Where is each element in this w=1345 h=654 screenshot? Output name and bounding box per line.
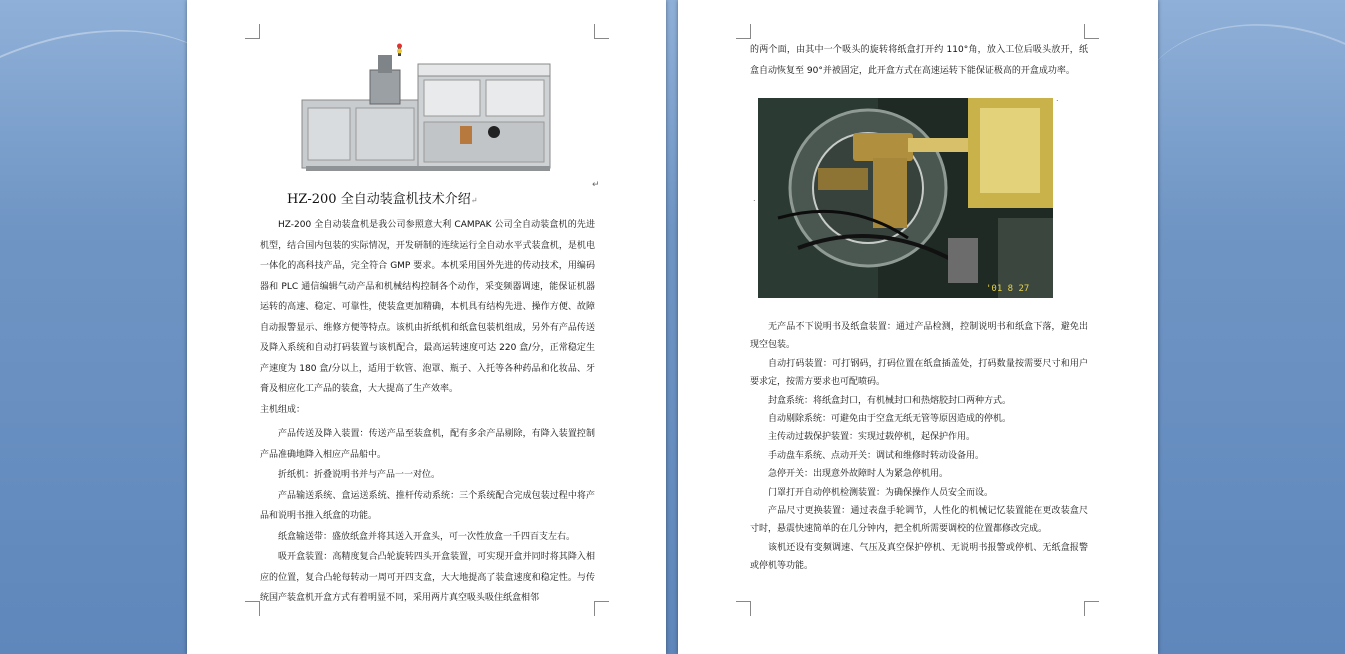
body-paragraph: 封盒系统：将纸盒封口，有机械封口和热熔胶封口两种方式。 bbox=[768, 395, 1012, 406]
body-paragraph: 该机还设有变频调速、气压及真空保护停机、无说明书报警或停机、无纸盒报警或停机等功能。 bbox=[750, 542, 1088, 572]
photo-date-stamp: '01 8 27 bbox=[986, 284, 1030, 294]
body-paragraph: 门罩打开自动停机检测装置：为确保操作人员安全而设。 bbox=[768, 487, 994, 498]
crop-mark bbox=[594, 24, 609, 39]
crop-mark bbox=[245, 24, 260, 39]
page2-body bbox=[750, 318, 1088, 576]
crop-mark bbox=[1084, 601, 1099, 616]
document-title bbox=[287, 188, 477, 207]
crop-mark bbox=[1084, 24, 1099, 39]
page2-top-text bbox=[750, 40, 1088, 81]
body-paragraph: 产品尺寸更换装置：通过表盘手轮调节，人性化的机械记忆装置能在更改装盒尺寸时，悬震快速简单的在几分钟内，把全机所需要调校的位置都修改完成。 bbox=[750, 506, 1088, 535]
body-paragraph: 无产品不下说明书及纸盒装置：通过产品检测，控制说明书和纸盒下落，避免出现空包装。 bbox=[750, 322, 1088, 351]
body-paragraph: 产品传送及降入装置：传送产品至装盒机，配有多余产品剔除，有降入装置控制产品准确地降入相应产品船中。 bbox=[260, 429, 595, 460]
image-anchor-mark: . bbox=[753, 194, 756, 203]
continued-paragraph: 的两个面，由其中一个吸头的旋转将纸盒打开约 110°角，放入工位后吸头放开，纸盒自动恢复至 90°并被固定，此开盒方式在高速运转下能保证极高的开盒成功率。 bbox=[750, 45, 1088, 76]
box-opening-mechanism-photo bbox=[758, 98, 1053, 298]
cartoning-machine-image bbox=[300, 40, 560, 175]
document-page-2 bbox=[678, 0, 1158, 654]
page1-body bbox=[260, 215, 595, 609]
body-paragraph: 产品输送系统、盒运送系统、推杆传动系统：三个系统配合完成包装过程中将产品和说明书推入纸盒的功能。 bbox=[260, 490, 595, 521]
intro-paragraph: HZ-200 全自动装盒机是我公司参照意大利 CAMPAK 公司全自动装盒机的先进机型，结合国内包装的实际情况，开发研制的连续运行全自动水平式装盒机，是机电一体化的高科技产品，完全符合 GMP 要求。本机采用国外先进的传动技术，用编码器和 PLC 通信编辑气动产品和机械结构控制各个动作，采变频器调速，能保证机器运转的高速、稳定、可靠性，使装盒更加精确，本机具有结构先进、操作方便、故障自动报警显示、维修方便等特点。该机由折纸机和纸盒包装机组成，另外有产品传送及降入系统和自动打码装置与该机配合，最高运转速度可达 220 盒/分，正常稳定生产速度为 180 盒/分以上，适用于软管、泡罩、瓶子、入托等各种药品和化妆品、牙膏及相应化工产品的装盒，大大提高了生产效率。 bbox=[260, 220, 595, 394]
body-paragraph: 纸盒输送带：盛放纸盒并将其送入开盒头，可一次性放盒一千四百支左右。 bbox=[278, 531, 576, 542]
crop-mark bbox=[736, 601, 751, 616]
body-paragraph: 自动剔除系统：可避免由于空盒无纸无管等原因造成的停机。 bbox=[768, 414, 1012, 425]
body-paragraph: 吸开盒装置：高精度复合凸轮旋转四头开盒装置，可实现开盒并同时将其降入相应的位置，复合凸轮每转动一周可开四支盒，大大地提高了装盒速度和稳定性。与传统国产装盒机开盒方式有着明显不同，采用两片真空吸头吸住纸盒相邻 bbox=[260, 552, 595, 603]
title-text: HZ-200 全自动装盒机技术介绍 bbox=[287, 192, 471, 207]
body-paragraph: 急停开关：出现意外故障时人为紧急停机用。 bbox=[768, 469, 949, 480]
document-page-1 bbox=[187, 0, 666, 654]
crop-mark bbox=[594, 601, 609, 616]
body-paragraph: 折纸机：折叠说明书并与产品一一对位。 bbox=[278, 470, 441, 480]
paragraph-mark: ↵ bbox=[592, 180, 600, 190]
paragraph-mark: ↵ bbox=[470, 196, 478, 205]
body-paragraph: 主传动过载保护装置：实现过载停机，起保护作用。 bbox=[768, 432, 976, 443]
body-paragraph: 手动盘车系统、点动开关：调试和维修时转动设备用。 bbox=[768, 450, 985, 461]
crop-mark bbox=[736, 24, 751, 39]
crop-mark bbox=[245, 601, 260, 616]
body-paragraph: 自动打码装置：可打钢码，打码位置在纸盒插盖处，打码数量按需要尺寸和用户要求定，按需方要求也可配喷码。 bbox=[750, 358, 1088, 388]
image-anchor-mark: . bbox=[1056, 94, 1059, 103]
section-heading: 主机组成： bbox=[260, 404, 306, 415]
